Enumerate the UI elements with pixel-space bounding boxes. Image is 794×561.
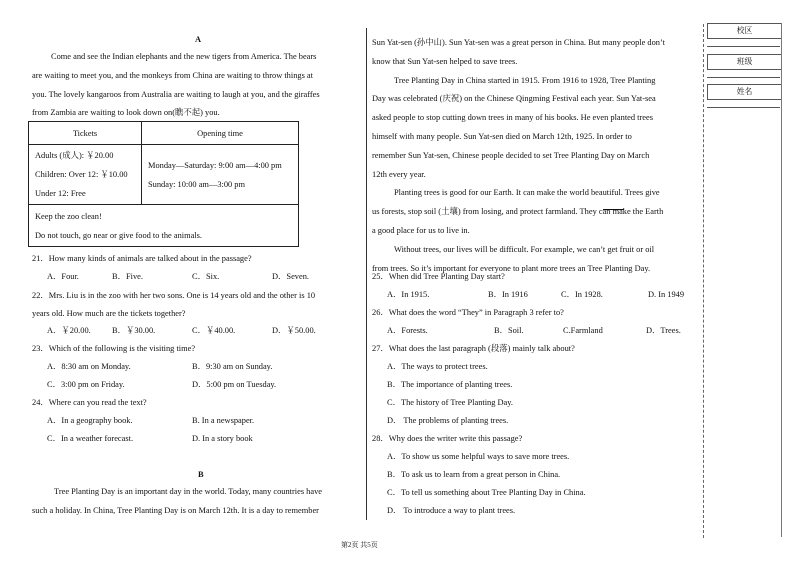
zoo-rule: Keep the zoo clean! [35, 211, 102, 221]
name-input-line[interactable] [707, 107, 780, 108]
q22-option-b[interactable]: B．￥30.00. [112, 326, 156, 335]
q26-option-b[interactable]: B．Soil. [494, 326, 524, 335]
passage-b-line: Planting trees is good for our Earth. It can make the world beautiful. Trees give [394, 188, 660, 198]
class-input-line[interactable] [707, 77, 780, 78]
zoo-rule: Do not touch, go near or give food to the animals. [35, 230, 202, 240]
question-24: 24．Where can you read the text? [32, 398, 147, 407]
passage-b-line: 12th every year. [372, 169, 426, 179]
q24-option-b[interactable]: B. In a newspaper. [192, 416, 255, 425]
ticket-prices-cell [29, 145, 142, 205]
binding-line [703, 24, 704, 538]
question-22-cont: years old. How much are the tickets together? [32, 309, 186, 318]
q28-option-c[interactable]: C．To tell us something about Tree Planting Day in China. [387, 488, 586, 497]
question-26: 26．What does the word “They” in Paragraph 3 refer to? [372, 308, 564, 317]
opening-times-cell [142, 145, 299, 205]
passage-b-line: from trees. So it’s important for everyone to plant more trees an Tree Planting Day. [372, 263, 651, 273]
q25-option-c[interactable]: C．In 1928. [561, 290, 603, 299]
q23-option-c[interactable]: C．3:00 pm on Friday. [47, 380, 125, 389]
zoo-rules-cell [29, 205, 299, 247]
name-label: 姓名 [707, 84, 782, 100]
question-28: 28．Why does the writer write this passage? [372, 434, 523, 443]
passage-b-line: know that Sun Yat-sen helped to save trees. [372, 56, 518, 66]
q24-option-a[interactable]: A．In a geography book. [47, 416, 133, 425]
q24-option-d[interactable]: D. In a story book [192, 434, 253, 443]
q28-option-b[interactable]: B．To ask us to learn from a great person in China. [387, 470, 561, 479]
opening-time-header: Opening time [142, 122, 299, 145]
q21-option-d[interactable]: D．Seven. [272, 272, 309, 281]
ticket-price: Under 12: Free [35, 189, 86, 198]
ticket-price: Children: Over 12: ￥10.00 [35, 170, 128, 179]
passage-b-text-left [32, 483, 356, 521]
q23-option-b[interactable]: B．9:30 am on Sunday. [192, 362, 273, 371]
question-22: 22．Mrs. Liu is in the zoo with her two sons. One is 14 years old and the other is 10 [32, 291, 316, 300]
q21-option-c[interactable]: C．Six. [192, 272, 220, 281]
q26-option-a[interactable]: A．Forests. [387, 326, 428, 335]
passage-b-line: a good place for us to live in. [372, 225, 470, 235]
passage-b-line: asked people to stop cutting down trees in many of his books. He even planted trees [372, 113, 653, 123]
passage-a-text [32, 48, 356, 123]
question-25: 25．When did Tree Planting Day start? [372, 272, 505, 281]
q25-option-b[interactable]: B．In 1916 [488, 290, 528, 299]
q21-option-a[interactable]: A．Four. [47, 272, 79, 281]
passage-b-text-right [372, 34, 696, 278]
tickets-header: Tickets [29, 122, 142, 145]
passage-b-line: Tree Planting Day is an important day in the world. Today, many countries have [54, 487, 322, 496]
school-input-line[interactable] [707, 46, 780, 47]
question-27: 27．What does the last paragraph (段落) mainly talk about? [372, 344, 575, 353]
opening-time: Sunday: 10:00 am—3:00 pm [148, 179, 246, 189]
q24-option-c[interactable]: C．In a weather forecast. [47, 434, 134, 443]
q25-option-d[interactable]: D. In 1949 [648, 290, 685, 299]
sidebar-right-border [781, 23, 782, 537]
q21-option-b[interactable]: B．Five. [112, 272, 143, 281]
q23-option-d[interactable]: D．5:00 pm on Tuesday. [192, 380, 277, 389]
passage-b-line-with-they: us forests, stop soil (土壤) from losing, and protect farmland. They can make the Earth [372, 207, 664, 217]
page-footer: 第2页 共5页 [341, 541, 378, 549]
question-21: 21．How many kinds of animals are talked about in the passage? [32, 254, 252, 263]
class-label: 班级 [707, 54, 782, 70]
q22-option-c[interactable]: C．￥40.00. [192, 326, 236, 335]
q22-option-d[interactable]: D．￥50.00. [272, 326, 316, 335]
passage-a-line: from Zambia are waiting to look down on(瞧不起) you. [32, 108, 220, 118]
q28-option-d[interactable]: D． To introduce a way to plant trees. [387, 506, 516, 515]
passage-b-line: Without trees, our lives will be difficult. For example, we can’t get fruit or oil [394, 244, 655, 254]
passage-b-line: remember Sun Yat-sen, Chinese people decided to set Tree Planting Day on March [372, 150, 650, 160]
school-label: 校区 [707, 23, 782, 39]
passage-a-line: Come and see the Indian elephants and the new tigers from America. The bears [51, 52, 317, 61]
passage-b-line: Sun Yat-sen (孙中山). Sun Yat-sen was a great person in China. But many people don’t [372, 38, 665, 47]
q27-option-d[interactable]: D． The problems of planting trees. [387, 416, 509, 425]
zoo-info-table [28, 121, 299, 247]
passage-a-heading: A [195, 35, 202, 44]
q25-option-a[interactable]: A．In 1915. [387, 290, 430, 299]
q26-option-c[interactable]: C.Farmland [563, 326, 603, 335]
passage-b-line: Day was celebrated (庆祝) on the Chinese Qingming Festival each year. Sun Yat-sea [372, 94, 656, 104]
opening-time: Monday—Saturday: 9:00 am—4:00 pm [148, 160, 282, 170]
q27-option-c[interactable]: C．The history of Tree Planting Day. [387, 398, 514, 407]
q22-option-a[interactable]: A．￥20.00. [47, 326, 91, 335]
passage-a-line: you. The lovely kangaroos from Australia are waiting to laugh at you, and the giraffes [32, 89, 320, 99]
q27-option-a[interactable]: A．The ways to protect trees. [387, 362, 488, 371]
q23-option-a[interactable]: A．8:30 am on Monday. [47, 362, 131, 371]
column-divider [366, 28, 367, 520]
passage-b-line: such a holiday. In China, Tree Planting Day is on March 12th. It is a day to remember [32, 505, 319, 515]
q26-option-d[interactable]: D．Trees. [646, 326, 681, 335]
q27-option-b[interactable]: B．The importance of planting trees. [387, 380, 513, 389]
passage-b-line: Tree Planting Day in China started in 1915. From 1916 to 1928, Tree Planting [394, 75, 656, 85]
they-underline [603, 209, 624, 210]
passage-a-line: are waiting to meet you, and the monkeys from China are waiting to throw things at [32, 70, 313, 80]
passage-b-line: himself with many people. Sun Yat-sen died on March 12th, 1925. In order to [372, 131, 632, 141]
q28-option-a[interactable]: A．To show us some helpful ways to save more trees. [387, 452, 570, 461]
question-23: 23．Which of the following is the visiting time? [32, 344, 196, 353]
ticket-price: Adults (成人): ￥20.00 [35, 151, 114, 160]
passage-b-heading: B [198, 470, 204, 479]
